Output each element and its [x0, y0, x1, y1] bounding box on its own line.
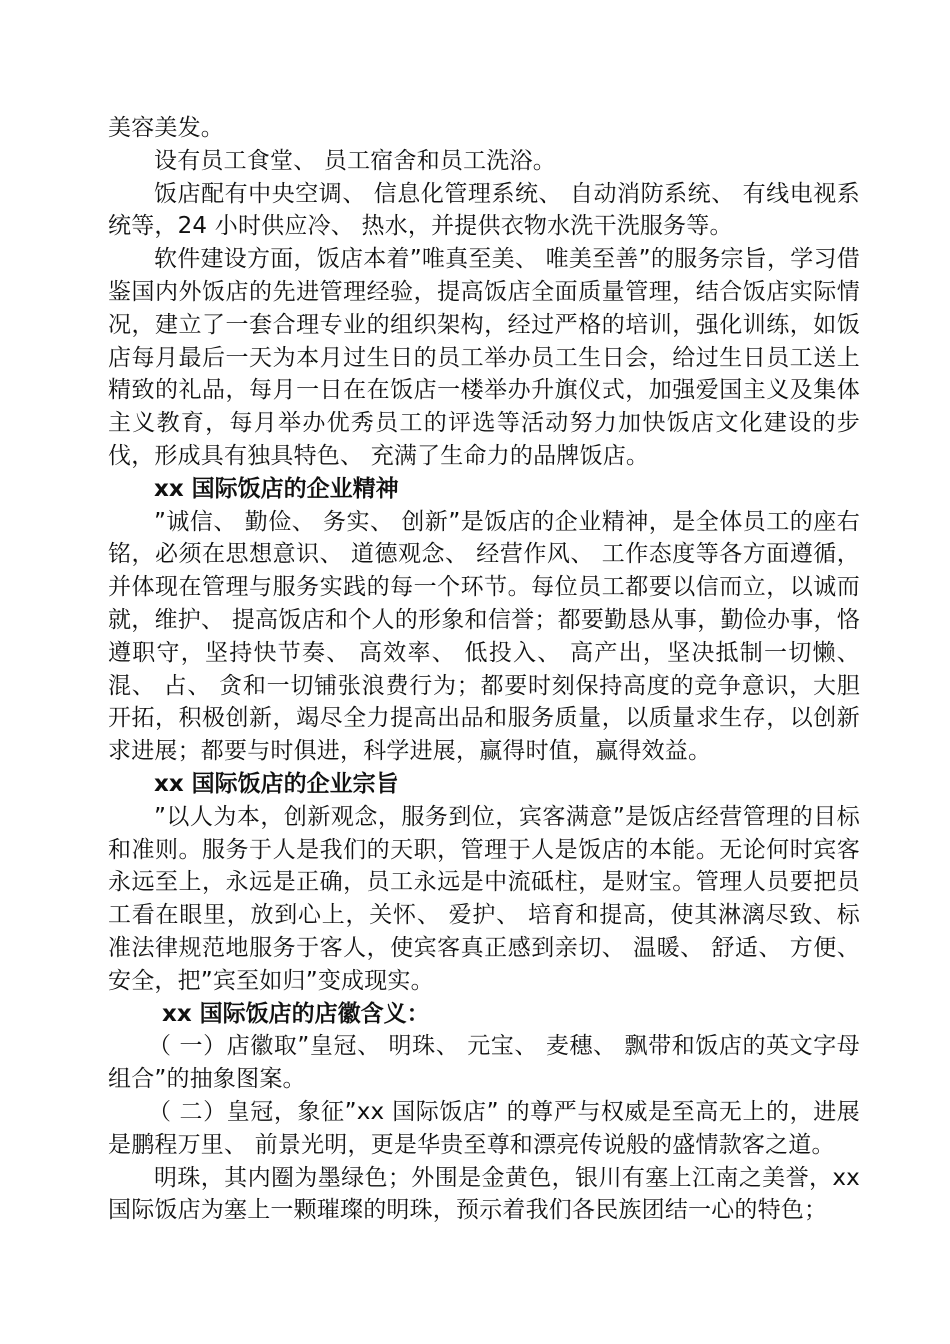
emblem-item-1: （ 一）店徽取”皇冠、 明珠、 元宝、 麦穗、 飘带和饭店的英文字母组合”的抽象图案。 [108, 1033, 860, 1093]
paragraph-staff-facilities: 设有员工食堂、 员工宿舍和员工洗浴。 [154, 147, 556, 174]
emblem-item-pearl: 明珠，其内圈为墨绿色；外围是金黄色，银川有塞上江南之美誉，xx 国际饭店为塞上一颗璀璨的明珠，预示着我们各民族团结一心的特色； [108, 1164, 860, 1224]
paragraph-enterprise-purpose: ”以人为本，创新观念，服务到位，宾客满意”是饭店经营管理的目标和准则。服务于人是我们的天职，管理于人是饭店的本能。无论何时宾客永远至上，永远是正确，员工永远是中流砥柱，是财宝。管理人员要把员工看在眼里，放到心上，关怀、 爱护、 培育和提高，使其淋漓尽致、标准法律规范地服务于客人，使宾客真正感到亲切、 温暖、 舒适、 方便、 安全，把”宾至如归”变成现实。 [108, 803, 860, 994]
heading-enterprise-purpose: xx 国际饭店的企业宗旨 [154, 770, 399, 797]
heading-emblem-meaning: xx 国际饭店的店徽含义： [162, 1000, 430, 1027]
document-page [108, 112, 860, 1227]
paragraph-software-construction: 软件建设方面，饭店本着”唯真至美、 唯美至善”的服务宗旨，学习借鉴国内外饭店的先进管理经验，提高饭店全面质量管理，结合饭店实际情况，建立了一套合理专业的组织架构，经过严格的培训，强化训练，如饭店每月最后一天为本月过生日的员工举办员工生日会，给过生日员工送上精致的礼品，每月一日在在饭店一楼举办升旗仪式，加强爱国主义及集体主义教育，每月举办优秀员工的评选等活动努力加快饭店文化建设的步伐，形成具有独具特色、 充满了生命力的品牌饭店。 [108, 246, 860, 469]
paragraph-hotel-equipment: 饭店配有中央空调、 信息化管理系统、 自动消防系统、 有线电视系统等，24 小时供应冷、 热水，并提供衣物水洗干洗服务等。 [108, 180, 860, 240]
emblem-item-2: （ 二）皇冠，象征”xx 国际饭店” 的尊严与权威是至高无上的，进展是鹏程万里、 前景光明，更是华贵至尊和漂亮传说般的盛情款客之道。 [108, 1098, 860, 1158]
heading-enterprise-spirit: xx 国际饭店的企业精神 [154, 475, 399, 502]
paragraph-enterprise-spirit: ”诚信、 勤俭、 务实、 创新”是饭店的企业精神，是全体员工的座右铭，必须在思想意识、 道德观念、 经营作风、 工作态度等各方面遵循，并体现在管理与服务实践的每一个环节。每位员工都要以信而立，以诚而就，维护、 提高饭店和个人的形象和信誉；都要勤恳从事，勤俭办事，恪遵职守，坚持快节奏、 高效率、 低投入、 高产出，坚决抵制一切懒、 混、 占、 贪和一切铺张浪费行为；都要时刻保持高度的竞争意识，大胆开拓，积极创新，竭尽全力提高出品和服务质量，以质量求生存，以创新求进展；都要与时俱进，科学进展，赢得时值，赢得效益。 [108, 508, 860, 765]
paragraph-continuation: 美容美发。 [108, 115, 224, 141]
